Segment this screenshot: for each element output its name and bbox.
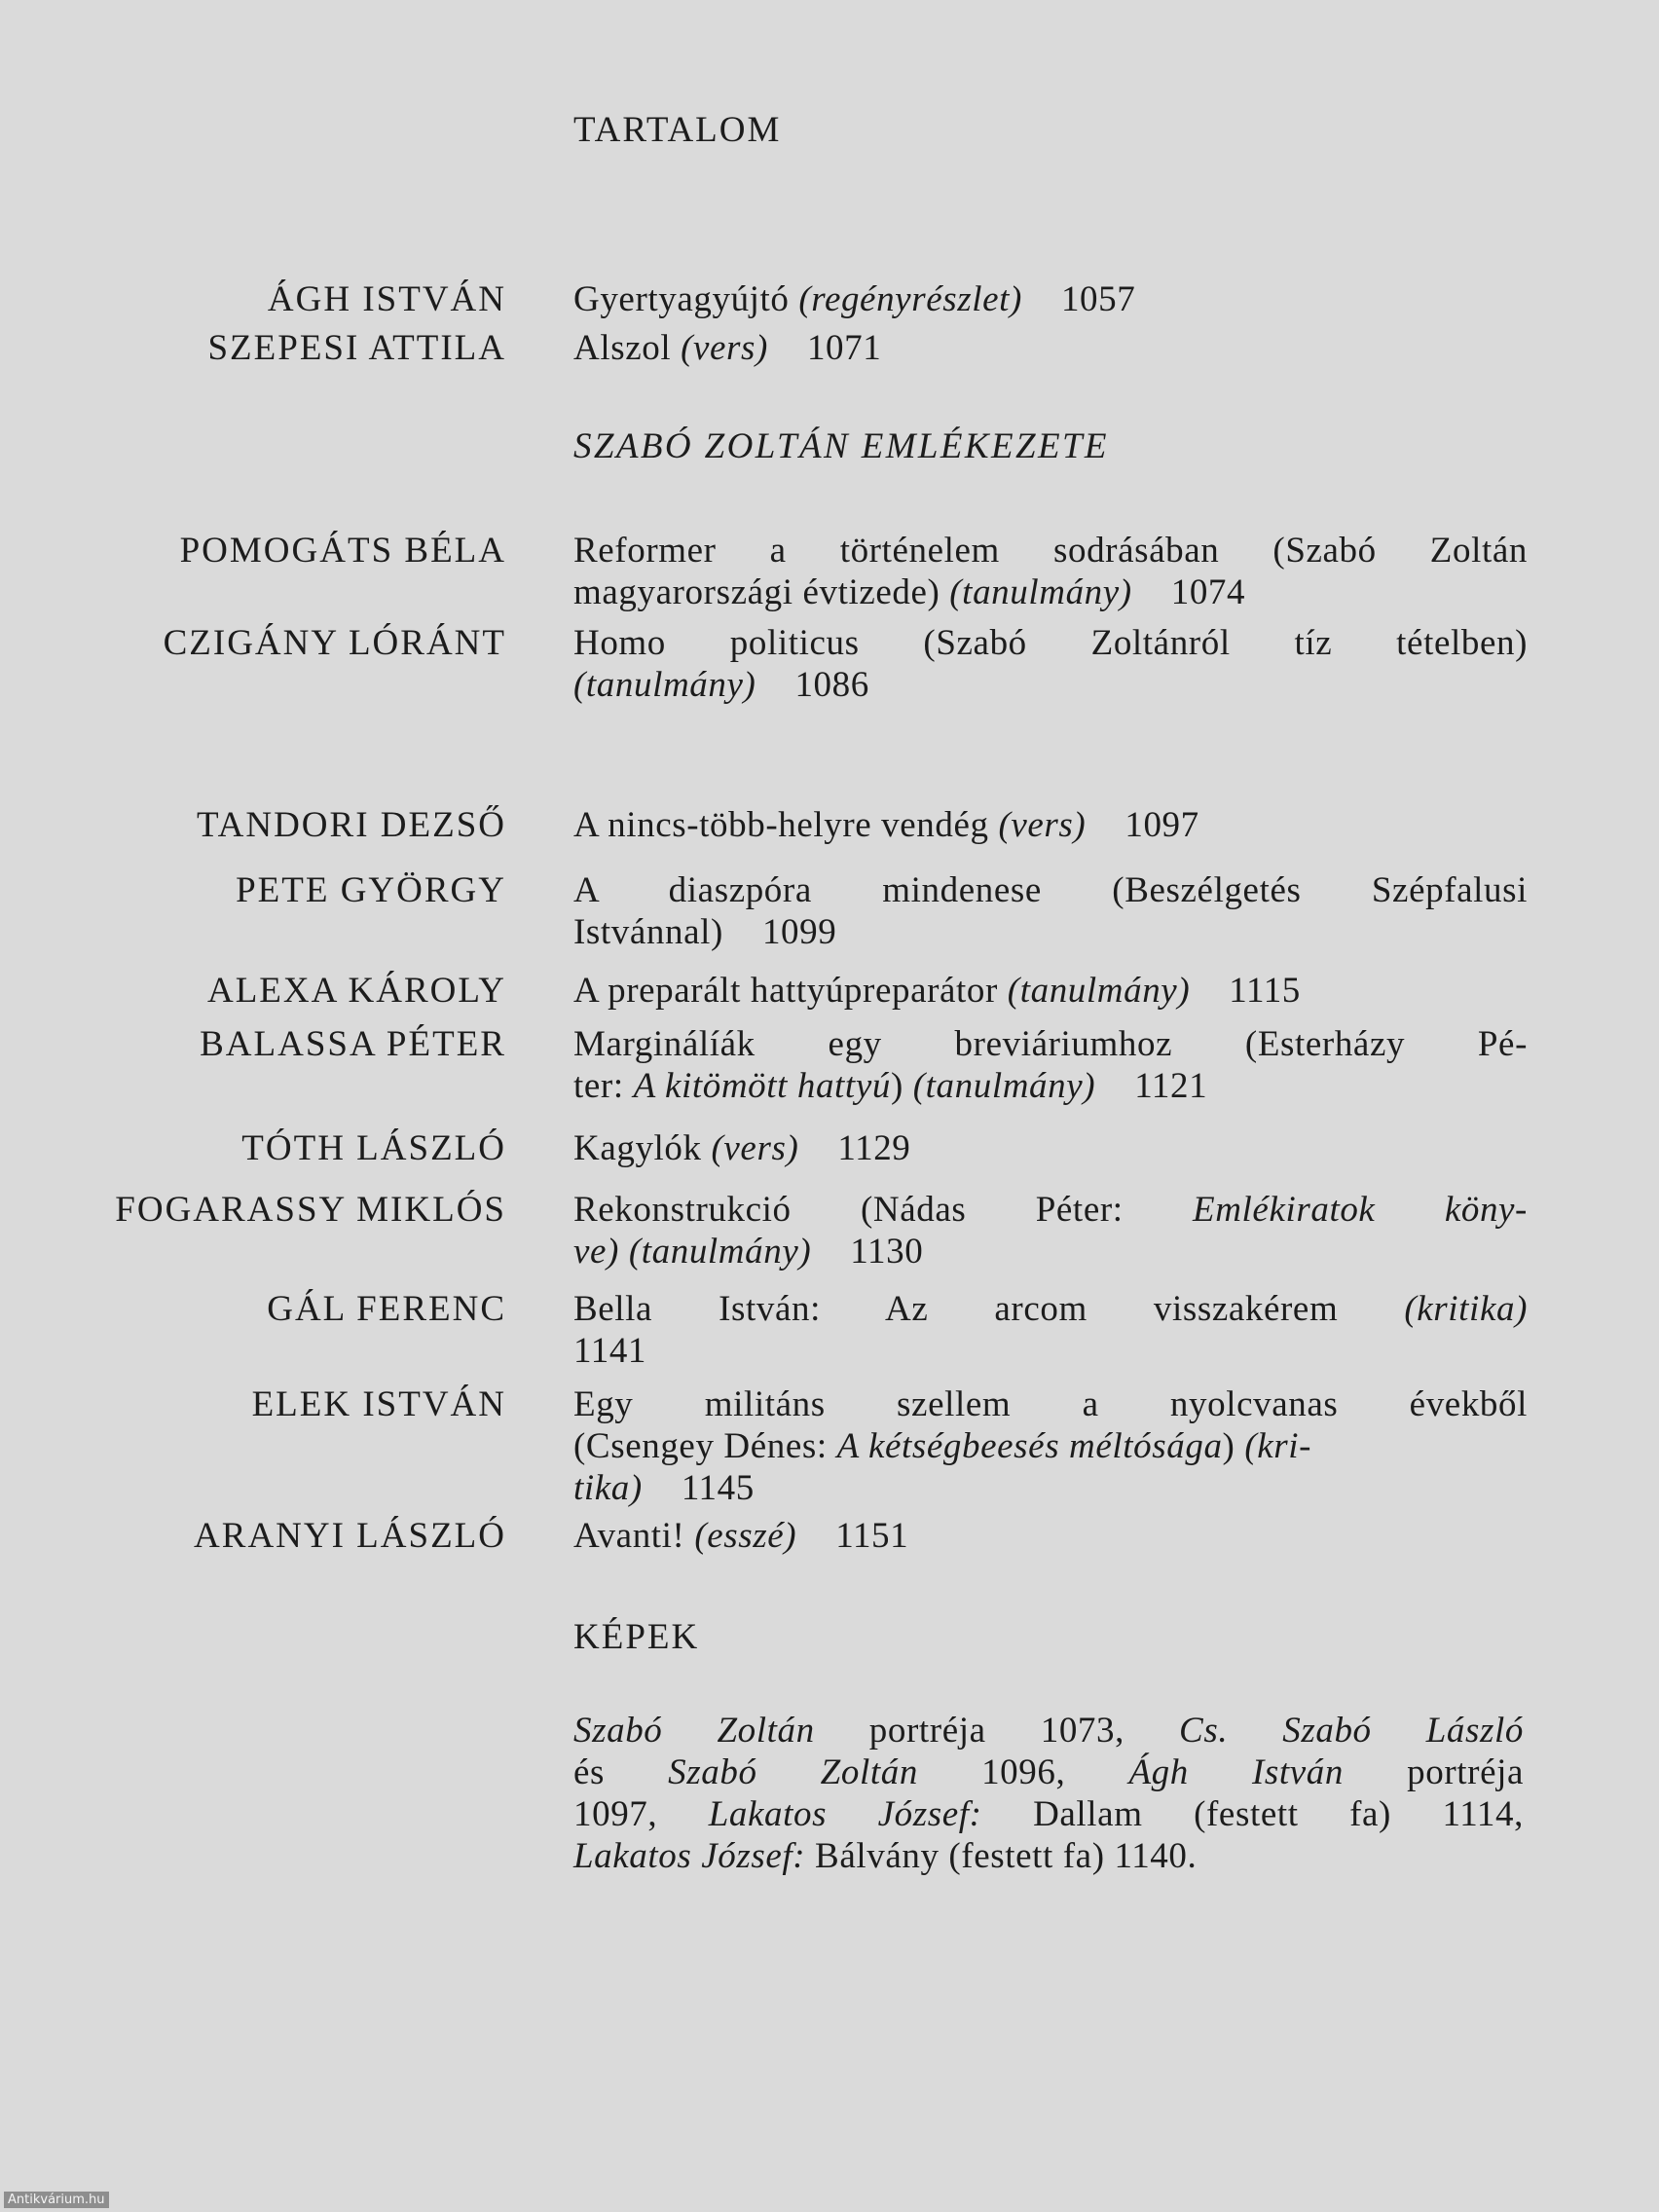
italic-text: (kritika) (1404, 1289, 1528, 1329)
italic-text: Lakatos József: (708, 1794, 982, 1834)
pictures-line (573, 1835, 1524, 1877)
entry-text: és (573, 1752, 669, 1792)
italic-text: (vers) (711, 1128, 799, 1168)
entry-line (573, 530, 1528, 571)
italic-text: A kitömött hattyú (633, 1066, 891, 1106)
author-name: FOGARASSY MIKLÓS (115, 1190, 506, 1230)
entry-line (573, 327, 1528, 369)
entry-line (573, 1330, 1528, 1372)
pictures-line (573, 1710, 1524, 1751)
page-number: 1130 (850, 1232, 924, 1272)
entry-text: A nincs-több-helyre vendég (573, 805, 999, 845)
italic-text: A kétségbeesés méltósága (836, 1426, 1223, 1466)
entry-text: Bella István: Az arcom visszakérem (573, 1289, 1405, 1329)
italic-text: (tanulmány) (1007, 971, 1191, 1011)
italic-text: (tanulmány) (628, 1232, 812, 1272)
author-name: SZEPESI ATTILA (207, 328, 506, 368)
entry-line (573, 1383, 1528, 1425)
toc-entry (573, 1023, 1528, 1107)
entry-text: 1097, (573, 1794, 709, 1834)
section-heading-memorial: SZABÓ ZOLTÁN EMLÉKEZETE (573, 426, 1109, 466)
entry-line (573, 869, 1528, 911)
entry-text: Kagylók (573, 1128, 712, 1168)
pictures-list (573, 1710, 1524, 1877)
entry-line (573, 1425, 1528, 1467)
author-name: GÁL FERENC (267, 1289, 506, 1329)
page-number: 1097 (1124, 805, 1199, 845)
page-number: 1099 (761, 912, 837, 952)
entry-line (573, 1023, 1528, 1065)
page-number: 1145 (681, 1468, 755, 1508)
entry-text (619, 1232, 629, 1272)
italic-text: (tanulmány) (573, 665, 756, 705)
entry-text: Egy militáns szellem a nyolcvanas évekből (573, 1384, 1528, 1424)
author-name: ELEK ISTVÁN (251, 1384, 506, 1424)
toc-entry (573, 1288, 1528, 1372)
toc-entry (573, 1127, 1528, 1169)
toc-entry (573, 970, 1528, 1012)
watermark: Antikvárium.hu (4, 2192, 109, 2208)
italic-text: ve) (573, 1232, 619, 1272)
italic-text: (tanulmány) (912, 1066, 1096, 1106)
entry-line (573, 664, 1528, 706)
entry-line (573, 1288, 1528, 1330)
toc-entry (573, 1189, 1528, 1272)
page-number: 1115 (1229, 971, 1301, 1011)
entry-line (573, 622, 1528, 664)
author-name: PETE GYÖRGY (236, 870, 506, 910)
entry-text: Reformer a történelem sodrásában (Szabó Zoltán (573, 531, 1528, 571)
author-name: ARANYI LÁSZLÓ (194, 1516, 506, 1556)
italic-text: Ágh István (1128, 1752, 1345, 1792)
toc-entry (573, 530, 1528, 613)
entry-line (573, 911, 1528, 953)
italic-text: Szabó Zoltán (668, 1752, 918, 1792)
entry-text: 1141 (573, 1331, 647, 1371)
pictures-line (573, 1751, 1524, 1793)
page-number: 1057 (1060, 279, 1136, 319)
entry-text: A preparált hattyúpreparátor (573, 971, 1008, 1011)
entry-text: Dallam (festett fa) 1114, (981, 1794, 1524, 1834)
page-number: 1129 (837, 1128, 911, 1168)
author-name: ALEXA KÁROLY (206, 971, 506, 1011)
page-title: TARTALOM (573, 110, 782, 150)
entry-line (573, 804, 1528, 846)
toc-entry (573, 1383, 1528, 1509)
author-name: ÁGH ISTVÁN (267, 279, 506, 319)
author-name: TANDORI DEZSŐ (197, 805, 506, 845)
entry-line (573, 1065, 1528, 1107)
entry-text: ) (890, 1066, 913, 1106)
entry-text: Avanti! (573, 1516, 695, 1556)
entry-line (573, 970, 1528, 1012)
page-number: 1074 (1170, 572, 1246, 612)
toc-entry (573, 327, 1528, 369)
entry-text: Homo politicus (Szabó Zoltánról tíz tételben) (573, 623, 1528, 663)
entry-text: A diaszpóra mindenese (Beszélgetés Szépfalusi (573, 870, 1528, 910)
page-number: 1151 (835, 1516, 909, 1556)
toc-entry (573, 1515, 1528, 1557)
pictures-line (573, 1793, 1524, 1835)
author-name: BALASSA PÉTER (200, 1024, 506, 1064)
entry-text: Rekonstrukció (Nádas Péter: (573, 1190, 1194, 1230)
entry-line (573, 571, 1528, 613)
entry-text: Istvánnal) (573, 912, 723, 952)
entry-text: ter: (573, 1066, 634, 1106)
italic-text: (tanulmány) (949, 572, 1132, 612)
toc-entry (573, 804, 1528, 846)
italic-text: Lakatos József: (573, 1836, 806, 1876)
italic-text: (kri- (1244, 1426, 1312, 1466)
entry-text: 1096, (917, 1752, 1129, 1792)
page-number: 1071 (806, 328, 882, 368)
italic-text: Emlékiratok köny- (1193, 1190, 1528, 1230)
toc-entry (573, 278, 1528, 320)
entry-text: magyarországi évtizede) (573, 572, 950, 612)
section-heading-pictures: KÉPEK (573, 1617, 700, 1657)
entry-line (573, 1189, 1528, 1231)
author-name: POMOGÁTS BÉLA (179, 531, 506, 571)
entry-text: Bálvány (festett fa) 1140. (805, 1836, 1198, 1876)
entry-text: Alszol (573, 328, 682, 368)
author-name: CZIGÁNY LÓRÁNT (163, 623, 506, 663)
italic-text: Szabó Zoltán (573, 1711, 815, 1751)
italic-text: (esszé) (694, 1516, 797, 1556)
italic-text: (regényrészlet) (798, 279, 1022, 319)
italic-text: tika) (573, 1468, 643, 1508)
italic-text: (vers) (998, 805, 1087, 845)
entry-line (573, 278, 1528, 320)
entry-text: (Csengey Dénes: (573, 1426, 837, 1466)
entry-line (573, 1515, 1528, 1557)
entry-text: Gyertyagyújtó (573, 279, 799, 319)
toc-entry (573, 869, 1528, 953)
entry-line (573, 1231, 1528, 1272)
page-number: 1121 (1134, 1066, 1208, 1106)
entry-text: Marginálíák egy breviáriumhoz (Esterházy Pé- (573, 1024, 1528, 1064)
author-name: TÓTH LÁSZLÓ (241, 1128, 506, 1168)
entry-text: portréja (1344, 1752, 1524, 1792)
italic-text: Cs. Szabó László (1179, 1711, 1524, 1751)
page-number: 1086 (794, 665, 869, 705)
toc-entry (573, 622, 1528, 706)
entry-line (573, 1467, 1528, 1509)
italic-text: (vers) (681, 328, 768, 368)
entry-text: ) (1222, 1426, 1245, 1466)
entry-line (573, 1127, 1528, 1169)
entry-text: portréja 1073, (814, 1711, 1180, 1751)
